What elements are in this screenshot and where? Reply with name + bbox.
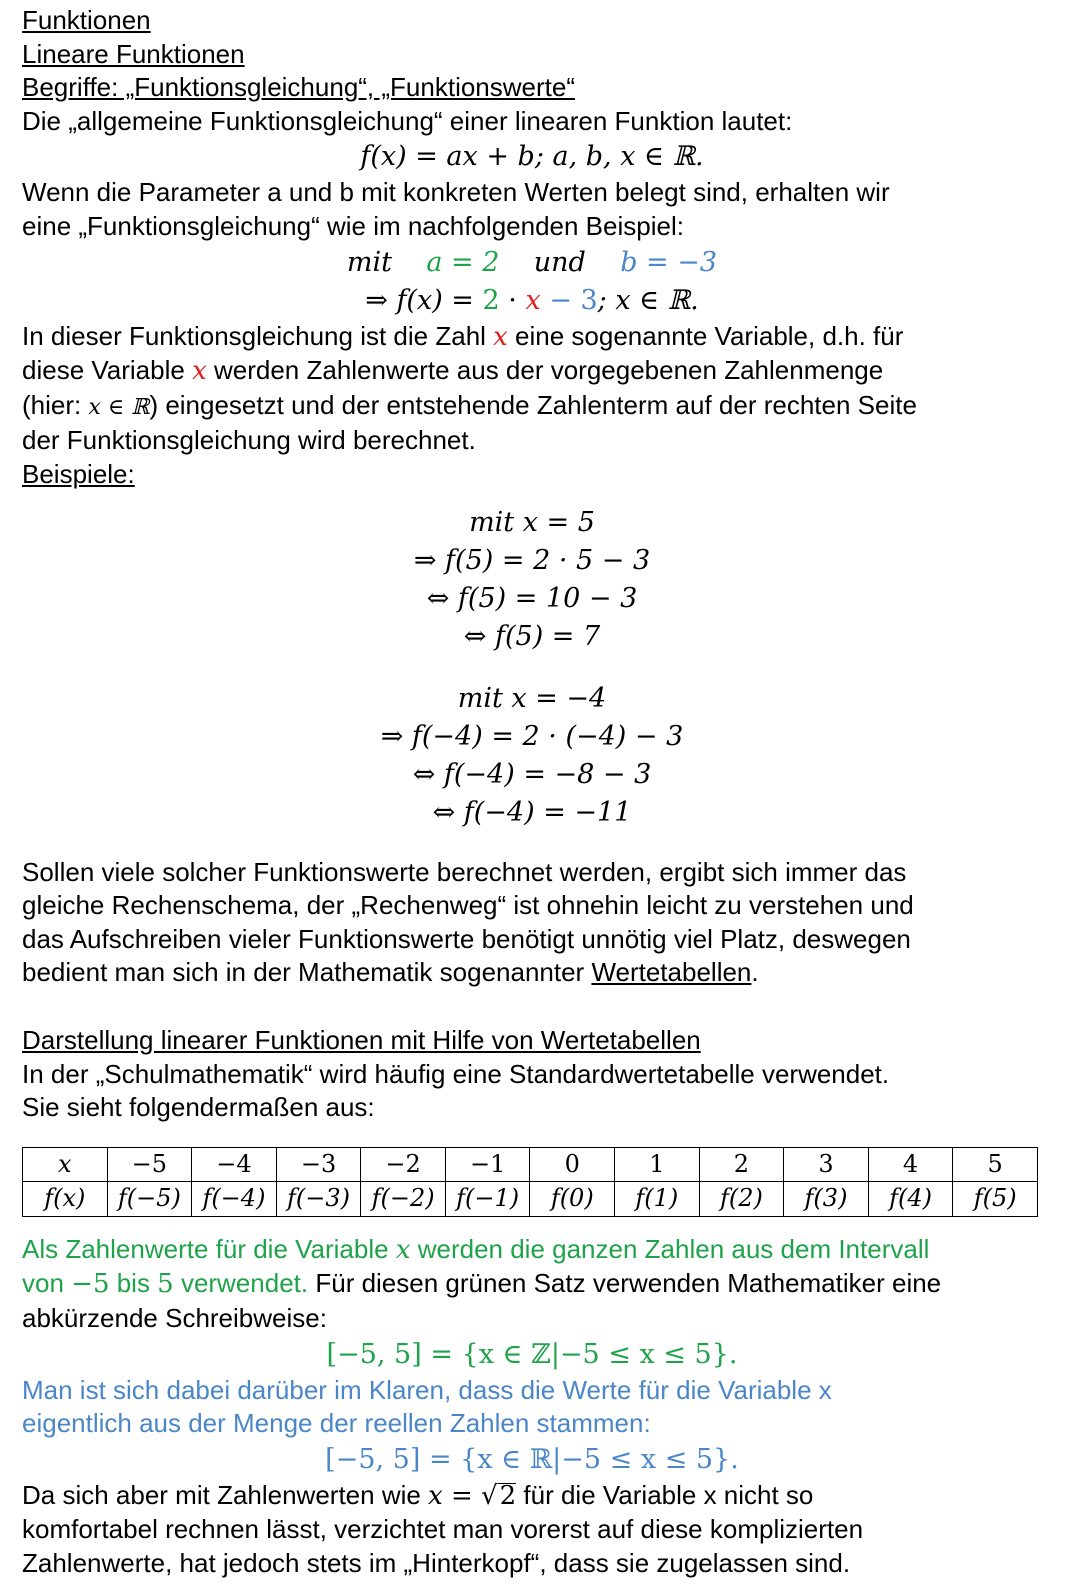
table-cell: f(2) [699, 1182, 784, 1217]
table-cell: f(1) [615, 1182, 700, 1217]
interval-text-line3: abkürzende Schreibweise: [22, 1303, 327, 1334]
variable-text-line4: der Funktionsgleichung wird berechnet. [22, 425, 476, 456]
section2-line1: In der „Schulmathematik“ wird häufig eine Standardwertetabelle verwendet. [22, 1058, 890, 1089]
example2-line: ⇔ f(−4) = −11 [432, 796, 632, 828]
wertetabellen-term: Wertetabellen [591, 957, 752, 988]
table-cell: f(x) [23, 1182, 108, 1217]
schema-text-line2: gleiche Rechenschema, der „Rechenweg“ ist ohnehin leicht zu verstehen und [22, 890, 914, 921]
table-cell: 4 [868, 1147, 953, 1182]
text: (hier: [22, 389, 89, 420]
text: werden die ganzen Zahlen aus dem Intervall [410, 1233, 930, 1264]
interval-text-line1 [22, 1233, 1042, 1268]
a-assignment: a = 2 [426, 246, 500, 278]
value-table [22, 1147, 1038, 1217]
interval-formula-reals: [−5, 5] = {x ∈ ℝ|−5 ≤ x ≤ 5}. [325, 1443, 739, 1475]
example2-line: ⇒ f(−4) = 2 · (−4) − 3 [380, 720, 684, 752]
parameter-text-line2: eine „Funktionsgleichung“ wie im nachfolgenden Beispiel: [22, 210, 684, 241]
mit-word: mit [346, 246, 393, 278]
table-cell: −3 [276, 1147, 361, 1182]
document-page [22, 4, 1042, 1581]
schema-text-line4 [22, 956, 1042, 990]
variable-x: x [395, 1234, 411, 1265]
example2-block [22, 680, 1042, 832]
number: 5 [157, 1269, 174, 1300]
variable-x: x [192, 356, 207, 387]
table-cell: f(4) [868, 1182, 953, 1217]
table-cell: −1 [445, 1147, 530, 1182]
table-cell: f(5) [953, 1182, 1038, 1217]
math-x-equals: x = [428, 1480, 482, 1511]
example1-line: mit x = 5 [469, 506, 595, 538]
reals-text-line2: eigentlich aus der Menge der reellen Zahlen stammen: [22, 1408, 651, 1439]
text: Als Zahlenwerte für die Variable [22, 1233, 396, 1264]
text: bis [109, 1268, 158, 1299]
variable-text-line3 [22, 389, 1042, 425]
table-cell: f(0) [530, 1182, 615, 1217]
heading-funktionen: Funktionen [22, 5, 151, 35]
heading-begriffe: Begriffe: „Funktionsgleichung“, „Funktionswerte“ [22, 72, 575, 103]
text: bedient man sich in der Mathematik sogenannter [22, 957, 592, 988]
variable-x: x [493, 321, 508, 352]
table-cell: f(−1) [445, 1182, 530, 1217]
table-cell: 5 [953, 1147, 1038, 1182]
closing-line3: Zahlenwerte, hat jedoch stets im „Hinterkopf“, dass sie zugelassen sind. [22, 1548, 851, 1579]
example-dot: · [499, 284, 526, 316]
table-cell: −4 [192, 1147, 277, 1182]
example1-line: ⇔ f(5) = 10 − 3 [426, 582, 638, 614]
und-word: und [533, 246, 586, 278]
variable-text-line1 [22, 320, 1042, 355]
interval-formula-integers: [−5, 5] = {x ∈ ℤ|−5 ≤ x ≤ 5}. [326, 1338, 738, 1370]
intro-paragraph: Die „allgemeine Funktionsgleichung“ einer linearen Funktion lautet: [22, 105, 793, 136]
table-cell: f(−4) [192, 1182, 277, 1217]
text: In dieser Funktionsgleichung ist die Zahl [22, 320, 494, 351]
text: werden Zahlenwerte aus der vorgegebenen Zahlenmenge [206, 355, 884, 386]
heading-lineare-funktionen: Lineare Funktionen [22, 38, 245, 69]
example-function-equation [22, 282, 1042, 320]
example1-line: ⇒ f(5) = 2 · 5 − 3 [413, 544, 651, 576]
example1-block [22, 504, 1042, 656]
closing-line2: komfortabel rechnen lässt, verzichtet man vorerst auf diese komplizierten [22, 1514, 864, 1545]
sqrt-radicand: 2 [499, 1480, 517, 1511]
table-cell: 0 [530, 1147, 615, 1182]
text: ) eingesetzt und der entstehende Zahlenterm auf der rechten Seite [149, 389, 917, 420]
text: Für diesen grünen Satz verwenden Mathematiker eine [308, 1268, 942, 1299]
table-cell: f(−3) [276, 1182, 361, 1217]
b-assignment: b = −3 [620, 246, 718, 278]
example-a: 2 [482, 284, 500, 316]
general-formula: f(x) = ax + b; a, b, x ∈ ℝ. [360, 141, 704, 173]
beispiele-heading: Beispiele: [22, 458, 135, 489]
text: Da sich aber mit Zahlenwerten wie [22, 1479, 429, 1510]
table-cell: f(−2) [361, 1182, 446, 1217]
example1-line: ⇔ f(5) = 7 [463, 620, 601, 652]
text: diese Variable [22, 355, 193, 386]
variable-text-line2 [22, 354, 1042, 389]
schema-text-line3: das Aufschreiben vieler Funktionswerte benötigt unnötig viel Platz, deswegen [22, 923, 911, 954]
number: −5 [71, 1269, 110, 1300]
table-cell: −5 [107, 1147, 192, 1182]
table-cell: x [23, 1147, 108, 1182]
example2-line: ⇔ f(−4) = −8 − 3 [412, 758, 652, 790]
example-x: x [525, 284, 541, 316]
section2-heading: Darstellung linearer Funktionen mit Hilfe von Wertetabellen [22, 1024, 701, 1055]
text: eine sogenannte Variable, d.h. für [507, 320, 904, 351]
example2-line: mit x = −4 [457, 682, 607, 714]
table-cell: f(−5) [107, 1182, 192, 1217]
table-cell: 1 [615, 1147, 700, 1182]
table-cell: −2 [361, 1147, 446, 1182]
text: von [22, 1268, 72, 1299]
table-row-x [23, 1147, 1038, 1182]
table-cell: 3 [784, 1147, 869, 1182]
text: für die Variable x nicht so [516, 1479, 814, 1510]
sqrt-symbol: √ [481, 1480, 498, 1511]
example-suffix: ; x ∈ ℝ. [597, 284, 699, 316]
table-cell: f(3) [784, 1182, 869, 1217]
section2-line2: Sie sieht folgendermaßen aus: [22, 1092, 375, 1123]
example-prefix: ⇒ f(x) = [365, 284, 483, 316]
text: . [751, 957, 759, 988]
parameter-assignment [22, 244, 1042, 282]
closing-line1 [22, 1479, 1042, 1514]
schema-text-line1: Sollen viele solcher Funktionswerte berechnet werden, ergibt sich immer das [22, 856, 907, 887]
table-cell: 2 [699, 1147, 784, 1182]
parameter-text-line1: Wenn die Parameter a und b mit konkreten Werten belegt sind, erhalten wir [22, 177, 890, 208]
reals-text-line1: Man ist sich dabei darüber im Klaren, dass die Werte für die Variable x [22, 1374, 832, 1405]
example-b: − 3 [540, 284, 598, 316]
table-row-fx [23, 1182, 1038, 1217]
domain-math: x ∈ ℝ [88, 394, 150, 420]
text: verwendet. [173, 1268, 309, 1299]
interval-text-line2 [22, 1267, 1042, 1302]
